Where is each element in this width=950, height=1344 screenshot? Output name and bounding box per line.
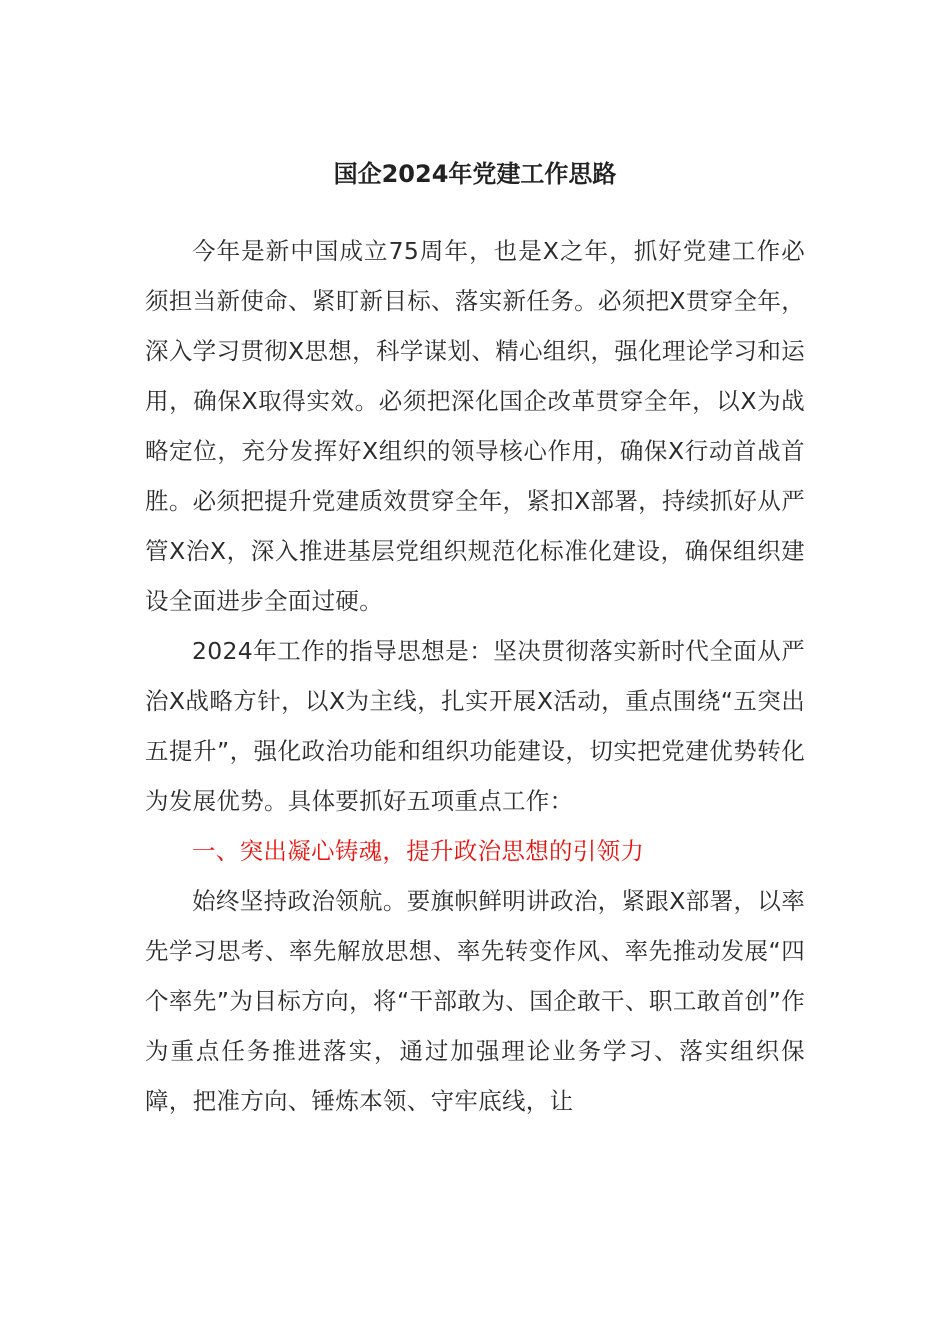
paragraph-guiding-thought: 2024年工作的指导思想是：坚决贯彻落实新时代全面从严治X战略方针，以X为主线，扎实开展X活动，重点围绕“五突出五提升”，强化政治功能和组织功能建设，切实把党建优势转化为发展优势。具体要抓好五项重点工作： [145,637,805,815]
document-title: 国企2024年党建工作思路 [333,160,617,188]
document-body [145,226,805,1126]
paragraph-political-leadership: 始终坚持政治领航。要旗帜鲜明讲政治，紧跟X部署，以率先学习思考、率先解放思想、率先转变作风、率先推动发展“四个率先”为目标方向，将“干部敢为、国企敢干、职工敢首创”作为重点任务推进落实，通过加强理论业务学习、落实组织保障，把准方向、锤炼本领、守牢底线，让 [145,887,805,1115]
paragraph-intro: 今年是新中国成立75周年，也是X之年，抓好党建工作必须担当新使命、紧盯新目标、落实新任务。必须把X贯穿全年，深入学习贯彻X思想，科学谋划、精心组织，强化理论学习和运用，确保X取得实效。必须把深化国企改革贯穿全年，以X为战略定位，充分发挥好X组织的领导核心作用，确保X行动首战首胜。必须把提升党建质效贯穿全年，紧扣X部署，持续抓好从严管X治X，深入推进基层党组织规范化标准化建设，确保组织建设全面进步全面过硬。 [145,237,805,615]
section-heading-1: 一、突出凝心铸魂，提升政治思想的引领力 [192,837,645,865]
